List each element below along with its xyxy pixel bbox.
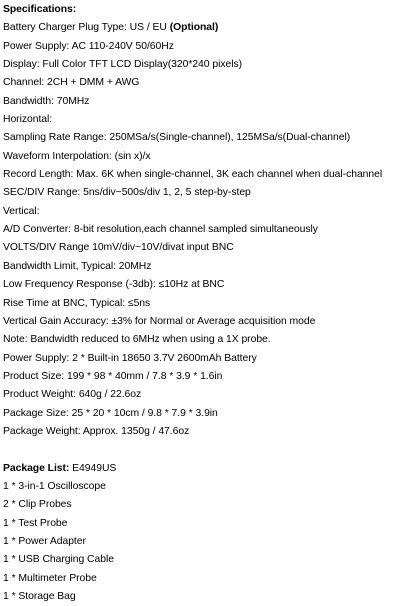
package-item-storage-bag: 1 * Storage Bag [3, 591, 76, 602]
spec-line-package-weight: Package Weight: Approx. 1350g / 47.6oz [3, 425, 190, 437]
charger-plug-label: Battery Charger Plug Type: US / EU [3, 22, 167, 34]
spec-line-power-ac: Power Supply: AC 110-240V 50/60Hz [3, 40, 174, 52]
spec-line-record-length: Record Length: Max. 6K when single-channel, 3K each channel when dual-channel [3, 169, 383, 181]
spec-line-sampling-rate: Sampling Rate Range: 250MSa/s(Single-channel), 125MSa/s(Dual-channel) [3, 132, 351, 144]
spec-line-low-frequency: Low Frequency Response (-3db): ≤10Hz at BNC [3, 279, 225, 291]
spec-line-display: Display: Full Color TFT LCD Display(320*240 pixels) [3, 59, 243, 71]
package-list-heading-line [3, 460, 415, 478]
spec-line-power-battery: Power Supply: 2 * Built-in 18650 3.7V 2600mAh Battery [3, 352, 257, 364]
spec-line-product-size: Product Size: 199 * 98 * 40mm / 7.8 * 3.9 * 1.6in [3, 370, 223, 382]
spec-line-volts-div: VOLTS/DIV Range 10mV/div~10V/divat input BNC [3, 242, 234, 254]
package-item-usb-cable: 1 * USB Charging Cable [3, 554, 114, 566]
spec-line-bandwidth-limit: Bandwidth Limit, Typical: 20MHz [3, 260, 152, 272]
spec-line-interpolation: Waveform Interpolation: (sin x)/x [3, 150, 151, 162]
spec-line-horizontal: Horizontal: [3, 114, 53, 126]
spec-line-channel: Channel: 2CH + DMM + AWG [3, 77, 140, 89]
specifications-heading: Specifications: [3, 4, 77, 15]
spec-line-vertical: Vertical: [3, 205, 40, 217]
package-item-oscilloscope: 1 * 3-in-1 Oscilloscope [3, 480, 106, 492]
package-item-multimeter-probe: 1 * Multimeter Probe [3, 572, 97, 584]
charger-plug-optional: (Optional) [169, 22, 219, 34]
spec-line-rise-time: Rise Time at BNC, Typical: ≤5ns [3, 297, 151, 309]
package-item-clip-probes: 2 * Clip Probes [3, 499, 72, 511]
spec-line-note: Note: Bandwidth reduced to 6MHz when using a 1X probe. [3, 334, 271, 346]
package-item-test-probe: 1 * Test Probe [3, 517, 68, 529]
spec-line-product-weight: Product Weight: 640g / 22.6oz [3, 389, 142, 401]
package-list-heading: Package List: [3, 462, 70, 474]
spec-line-package-size: Package Size: 25 * 20 * 10cm / 9.8 * 7.9 * 3.9in [3, 407, 218, 419]
package-list-model: E4949US [69, 462, 117, 474]
product-spec-document [3, 1, 415, 606]
charger-plug-line [3, 19, 415, 37]
spec-line-gain-accuracy: Vertical Gain Accuracy: ±3% for Normal or Average acquisition mode [3, 315, 316, 327]
spec-line-ad-converter: A/D Converter: 8-bit resolution,each channel sampled simultaneously [3, 224, 318, 236]
package-item-power-adapter: 1 * Power Adapter [3, 535, 86, 547]
section-spacer [3, 441, 415, 459]
spec-line-sec-div: SEC/DIV Range: 5ns/div~500s/div 1, 2, 5 step-by-step [3, 187, 251, 199]
spec-line-bandwidth: Bandwidth: 70MHz [3, 95, 90, 107]
